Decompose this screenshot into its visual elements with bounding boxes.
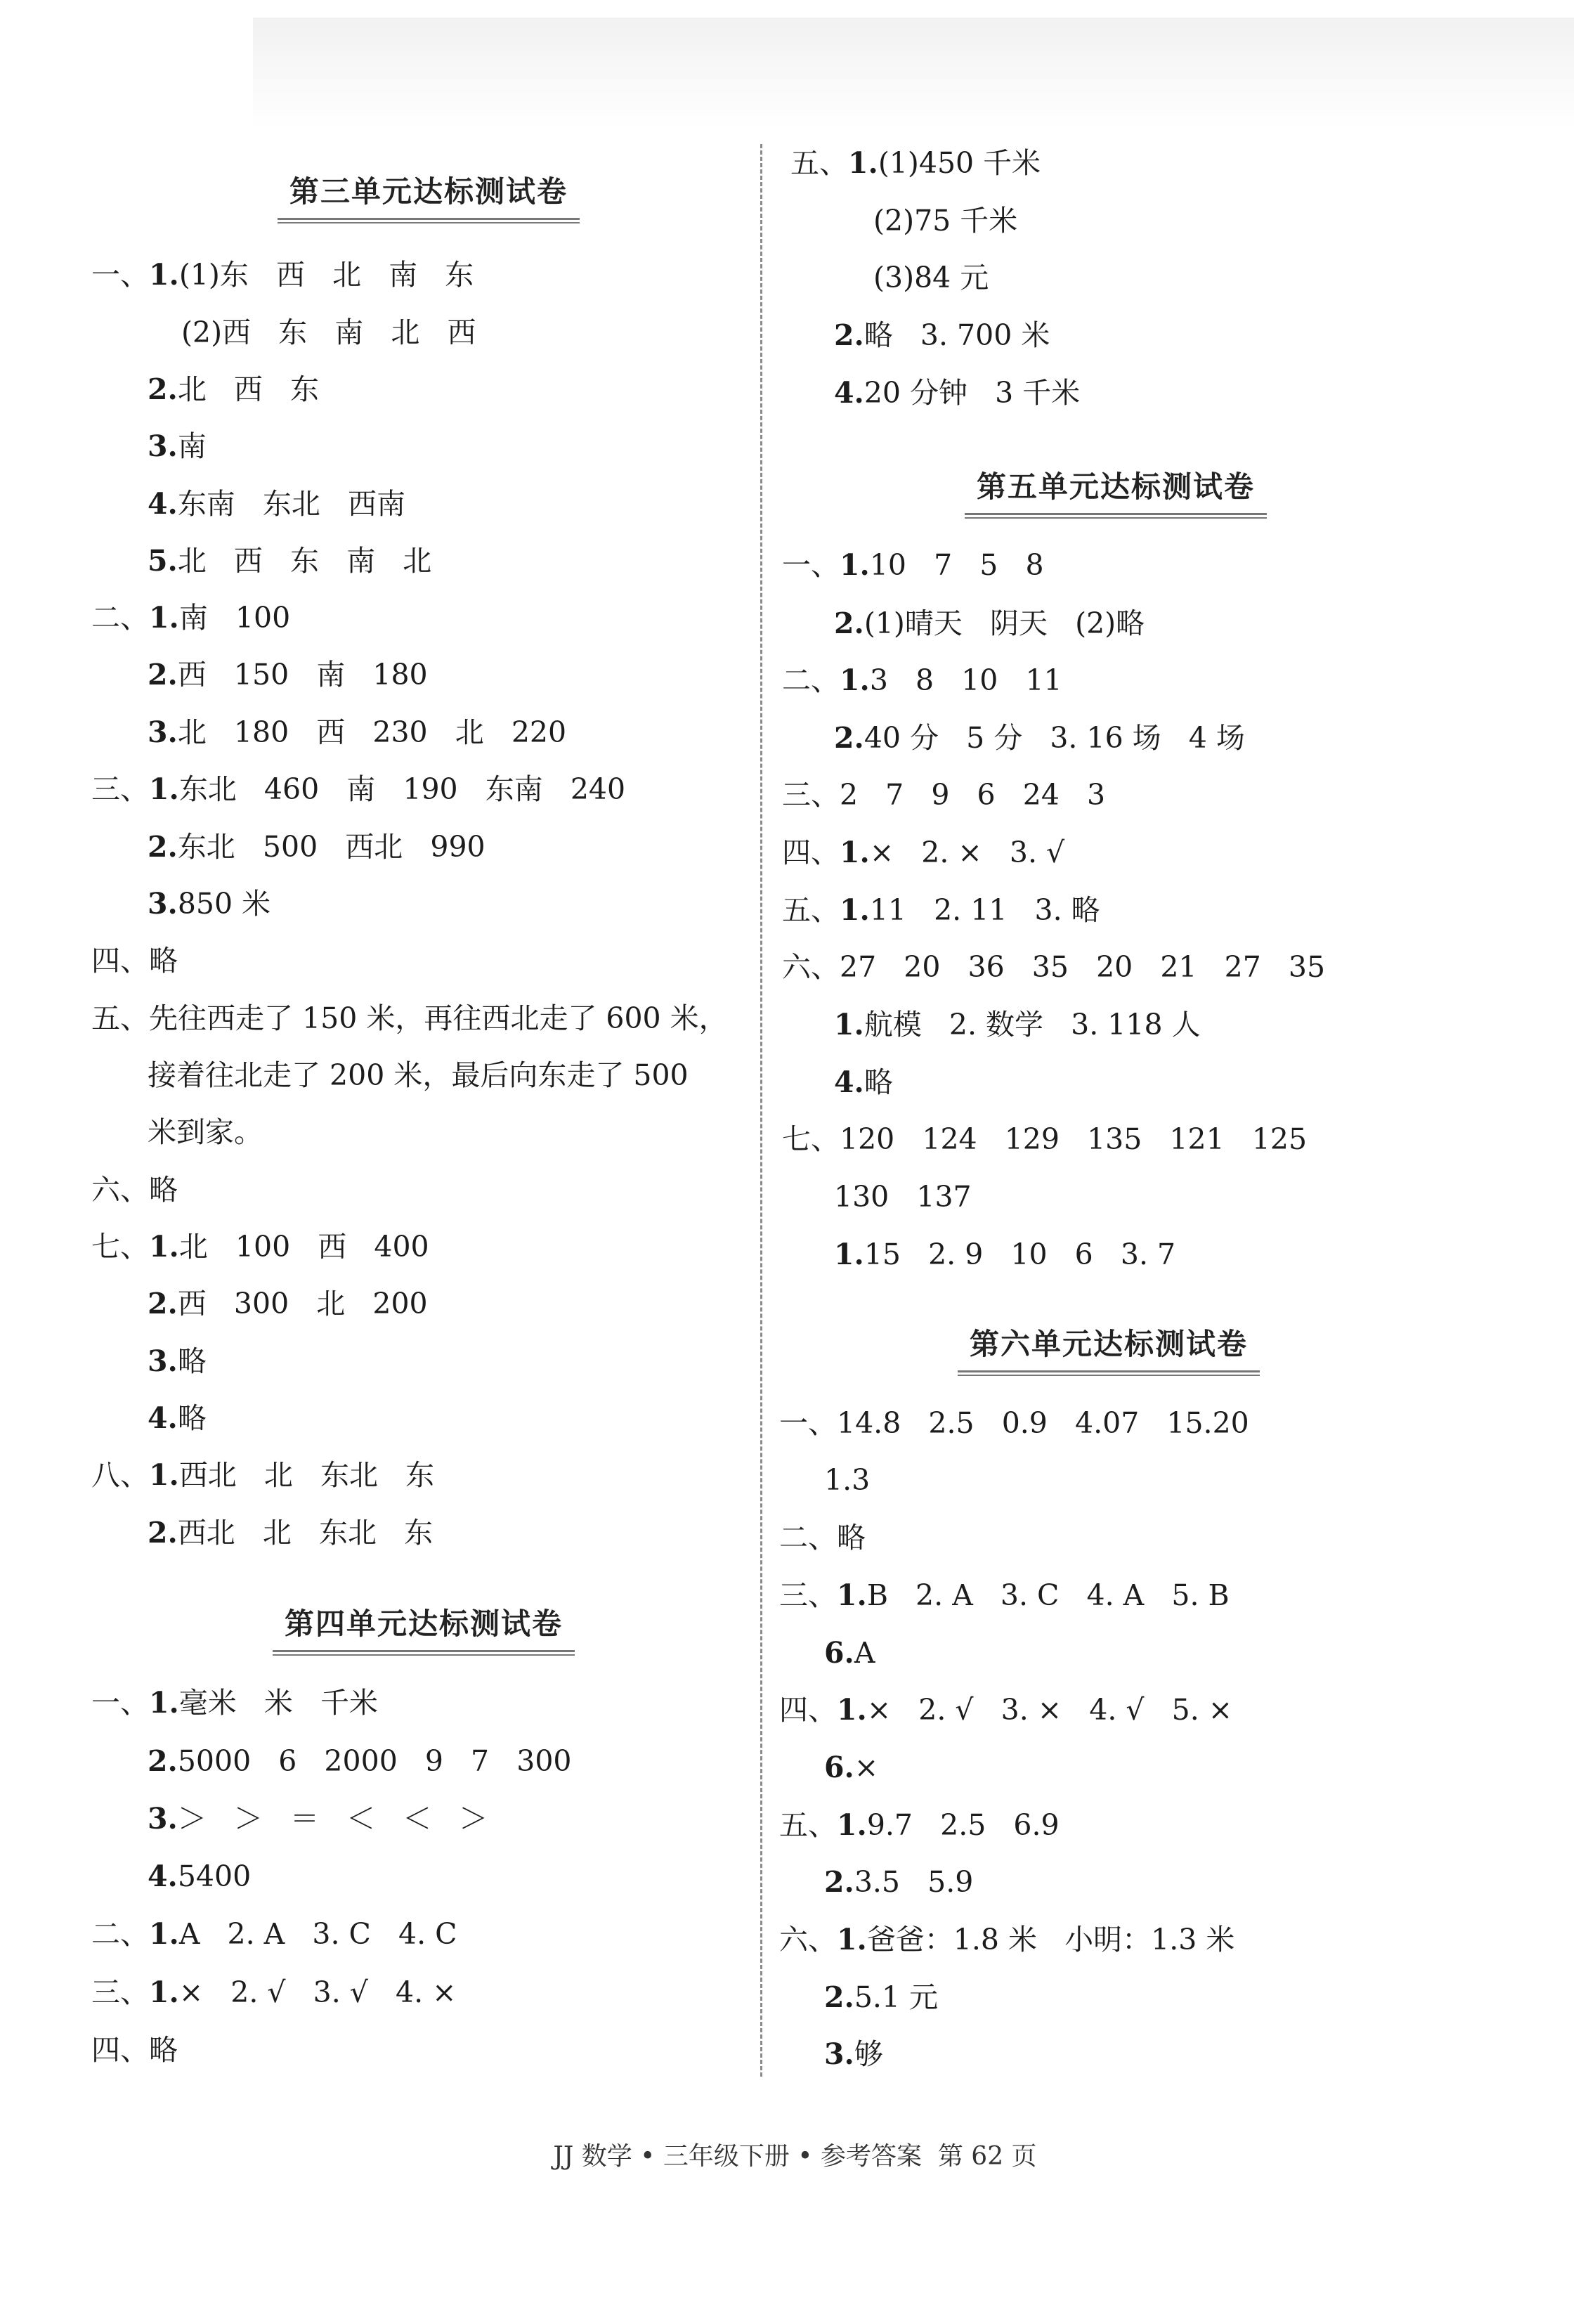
answer-line: 一、1.10 7 5 8	[782, 548, 1044, 582]
answer-line: 一、1.毫米 米 千米	[91, 1686, 379, 1720]
answer-line: 三、1.B 2. A 3. C 4. A 5. B	[779, 1578, 1230, 1612]
answer-line: 二、略	[779, 1521, 866, 1554]
answer-line: (3)84 元	[873, 261, 989, 294]
answer-line: 1.3	[824, 1463, 871, 1497]
answer-line: 1.航模 2. 数学 3. 118 人	[834, 1008, 1201, 1041]
answer-line: (2)75 千米	[873, 204, 1018, 238]
answer-line: 3.南	[148, 429, 207, 463]
section-title-unit3: 第三单元达标测试卷	[278, 169, 580, 223]
section-title-unit4: 第四单元达标测试卷	[273, 1601, 575, 1656]
answer-line: 七、1.北 100 西 400	[91, 1230, 429, 1264]
answer-line: 2.略 3. 700 米	[834, 318, 1050, 352]
answer-line: 七、120 124 129 135 121 125	[782, 1122, 1308, 1156]
answer-line: 2.5.1 元	[824, 1980, 939, 2014]
answer-line: 130 137	[834, 1180, 972, 1214]
answer-line: 5.北 西 东 南 北	[148, 544, 432, 578]
answer-line: 4.5400	[148, 1859, 252, 1893]
answer-line: 3.略	[148, 1344, 207, 1378]
answer-line: (2)西 东 南 北 西	[181, 316, 476, 349]
answer-line: 2.3.5 5.9	[824, 1865, 974, 1899]
answer-line: 6.A	[824, 1636, 875, 1670]
answer-line: 六、1.爸爸：1.8 米 小明：1.3 米	[779, 1923, 1235, 1956]
answer-line: 六、27 20 36 35 20 21 27 35	[782, 950, 1326, 984]
answer-line: 四、略	[91, 944, 178, 978]
answer-line: 二、1.A 2. A 3. C 4. C	[91, 1917, 457, 1951]
answer-line: 3.850 米	[148, 887, 271, 921]
answer-line: 一、14.8 2.5 0.9 4.07 15.20	[779, 1406, 1249, 1440]
answer-line: 2.东北 500 西北 990	[148, 830, 486, 864]
answer-line: 三、1.东北 460 南 190 东南 240	[91, 772, 626, 806]
answer-line: 3.北 180 西 230 北 220	[148, 715, 567, 749]
answer-line: 4.20 分钟 3 千米	[834, 376, 1081, 410]
answer-line: 五、1.11 2. 11 3. 略	[782, 893, 1100, 927]
answer-line: 3.＞ ＞ ＝ ＜ ＜ ＞	[148, 1802, 488, 1836]
answer-line: 四、1.× 2. √ 3. × 4. √ 5. ×	[779, 1693, 1233, 1727]
answer-line: 2.北 西 东	[148, 372, 320, 406]
answer-line: 四、略	[91, 2033, 178, 2067]
answer-line: 6.×	[824, 1751, 879, 1784]
answer-line: 五、1.(1)450 千米	[790, 146, 1041, 180]
answer-line: 八、1.西北 北 东北 东	[91, 1458, 435, 1492]
answer-line: 4.略	[148, 1401, 207, 1435]
answer-line: 五、1.9.7 2.5 6.9	[779, 1808, 1060, 1842]
column-divider	[760, 144, 762, 2077]
answer-line: 二、1.南 100	[91, 601, 291, 635]
answer-line: 米到家。	[148, 1115, 263, 1149]
answer-line: 五、先往西走了 150 米，再往西北走了 600 米，	[91, 1001, 728, 1035]
answer-line: 4.略	[834, 1065, 893, 1099]
section-title-unit5: 第五单元达标测试卷	[965, 464, 1267, 519]
answer-line: 2.西北 北 东北 东	[148, 1516, 434, 1550]
answer-line: 六、略	[91, 1173, 178, 1207]
answer-line: 1.15 2. 9 10 6 3. 7	[834, 1238, 1176, 1271]
page-footer: JJ 数学 • 三年级下册 • 参考答案 第 62 页	[553, 2142, 1037, 2171]
answer-line: 三、1.× 2. √ 3. √ 4. ×	[91, 1975, 457, 2009]
answer-line: 2.西 300 北 200	[148, 1287, 428, 1320]
answer-line: 4.东南 东北 西南	[148, 487, 406, 521]
answer-line: 四、1.× 2. × 3. √	[782, 836, 1065, 869]
answer-line: 2.(1)晴天 阴天 (2)略	[834, 606, 1145, 640]
answer-line: 一、1.(1)东 西 北 南 东	[91, 258, 474, 292]
section-title-unit6: 第六单元达标测试卷	[958, 1321, 1260, 1376]
answer-line: 2.40 分 5 分 3. 16 场 4 场	[834, 721, 1245, 755]
answer-line: 二、1.3 8 10 11	[782, 663, 1062, 697]
answer-line: 2.5000 6 2000 9 7 300	[148, 1744, 572, 1778]
answer-line: 三、2 7 9 6 24 3	[782, 778, 1106, 812]
answer-line: 接着往北走了 200 米，最后向东走了 500	[148, 1058, 689, 1092]
scan-smudge	[253, 18, 1574, 130]
answer-line: 2.西 150 南 180	[148, 658, 428, 692]
answer-line: 3.够	[824, 2037, 883, 2071]
